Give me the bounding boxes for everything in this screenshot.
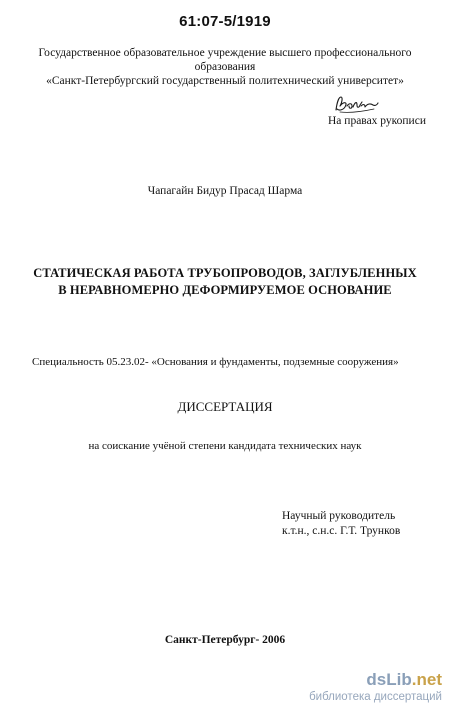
dissertation-title-line-2: В НЕРАВНОМЕРНО ДЕФОРМИРУЕМОЕ ОСНОВАНИЕ	[58, 283, 392, 297]
advisor-role: Научный руководитель	[282, 510, 396, 522]
watermark	[309, 670, 442, 704]
specialty: Специальность 05.23.02- «Основания и фундаменты, подземные сооружения»	[32, 356, 399, 368]
dissertation-title-line-1: СТАТИЧЕСКАЯ РАБОТА ТРУБОПРОВОДОВ, ЗАГЛУБЛЕННЫХ	[33, 266, 417, 280]
handwritten-signature	[333, 93, 379, 115]
watermark-logo	[309, 670, 442, 690]
advisor-name: к.т.н., с.н.с. Г.Т. Трунков	[282, 525, 401, 537]
organization-line-1: Государственное образовательное учреждение высшего профессионального	[38, 47, 412, 59]
city-year: Санкт-Петербург- 2006	[164, 634, 286, 646]
archive-number: 61:07-5/1919	[179, 13, 271, 30]
author-name: Чапагайн Бидур Прасад Шарма	[147, 185, 303, 197]
organization-line-2: образования	[194, 61, 256, 73]
watermark-logo-suffix: .net	[411, 670, 442, 689]
organization-line-3: «Санкт-Петербургский государственный политехнический университет»	[46, 75, 404, 87]
document-type: ДИССЕРТАЦИЯ	[177, 399, 273, 414]
rights-note: На правах рукописи	[328, 115, 426, 127]
degree-statement: на соискание учёной степени кандидата технических наук	[88, 440, 362, 452]
watermark-logo-main: dsLib	[366, 670, 412, 689]
watermark-subtitle: библиотека диссертаций	[309, 691, 442, 703]
